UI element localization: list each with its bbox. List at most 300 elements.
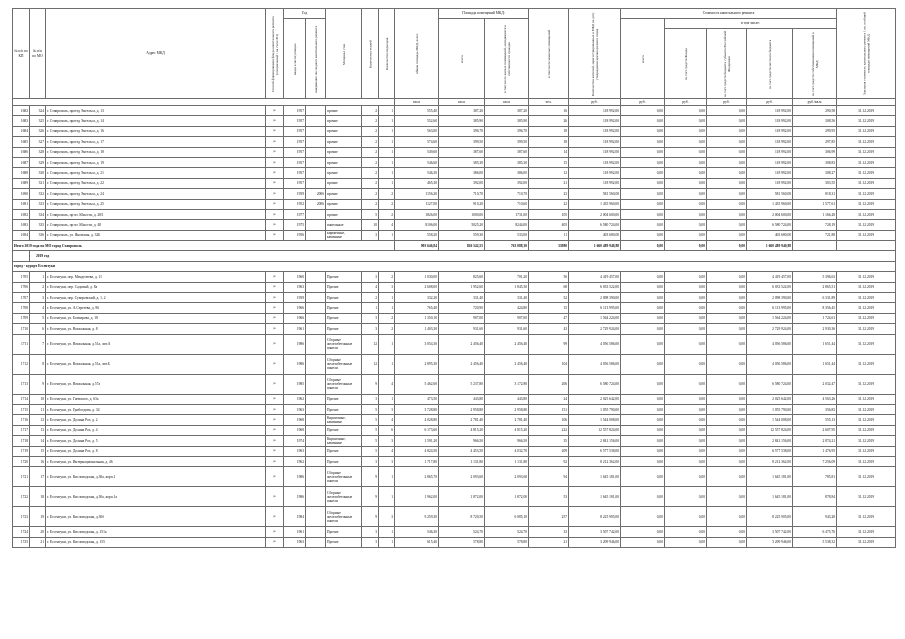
table-cell: 3 <box>379 456 395 466</box>
table-cell: 8 225 905,00 <box>569 507 621 527</box>
table-cell: 31.12.2019 <box>837 126 896 136</box>
table-cell: 1709 <box>13 313 30 323</box>
table-cell: Сборные железобетонные панели <box>326 507 362 527</box>
table-row <box>13 374 896 394</box>
table-cell: 16 <box>30 456 46 466</box>
table-cell: 8 <box>30 354 46 374</box>
table-cell: 1984 <box>284 507 306 527</box>
table-cell: прочие <box>326 199 362 209</box>
table-cell: 907,00 <box>439 313 485 323</box>
table-cell: 0,00 <box>665 293 707 303</box>
table-cell: 701,20 <box>485 272 529 282</box>
unit-cell: руб. <box>665 99 707 106</box>
table-cell: 396,70 <box>439 126 485 136</box>
table-cell: 53 <box>529 487 569 507</box>
table-cell: 14 <box>529 147 569 157</box>
table-row <box>13 436 896 446</box>
table-cell: 0,00 <box>621 126 665 136</box>
table-cell: 21 <box>30 537 46 547</box>
table-cell: 118 992,00 <box>747 168 793 178</box>
table-cell: 2 <box>362 178 379 188</box>
table-cell: 4 <box>379 374 395 394</box>
table-cell: 2 <box>362 293 379 303</box>
table-cell: 0,00 <box>707 230 747 240</box>
table-cell: Прочие <box>326 394 362 404</box>
table-cell: 43 <box>529 324 569 334</box>
table-cell: 0,00 <box>621 303 665 313</box>
table-cell: 3 <box>362 272 379 282</box>
table-cell: г. Ессентуки, пер. Суворовский, д. 1, 2 <box>46 293 266 303</box>
table-cell: Кирпичные, каменные <box>326 436 362 446</box>
table-row <box>13 189 896 199</box>
table-cell: 31.12.2019 <box>837 436 896 446</box>
table-cell: 0,00 <box>707 106 747 116</box>
table-cell: 308,83 <box>793 157 837 167</box>
table-cell: 0,00 <box>621 425 665 435</box>
table-cell: рo <box>266 157 284 167</box>
table-cell: 6 580 724,00 <box>569 220 621 230</box>
table-cell: 1963 <box>284 537 306 547</box>
table-cell: 331,40 <box>485 293 529 303</box>
table-cell: 5 <box>362 404 379 414</box>
table-cell: 4 056 586,00 <box>569 354 621 374</box>
table-cell: 555,13 <box>793 415 837 425</box>
table-cell: 0,00 <box>621 106 665 116</box>
table-cell: 1826,00 <box>395 209 439 219</box>
table-cell: 1721 <box>13 467 30 487</box>
table-cell: 0,00 <box>707 157 747 167</box>
table-cell: 31.12.2019 <box>837 230 896 240</box>
table-cell: 6 085,10 <box>485 507 529 527</box>
table-cell: 1 166,28 <box>793 209 837 219</box>
header-floors: Количество этажей <box>362 9 379 99</box>
table-cell: рo <box>266 189 284 199</box>
header-fund-method: Способ формирования фонда капитального ремонта (специальный / на счете РО) <box>266 9 284 99</box>
table-cell: 392,00 <box>439 178 485 188</box>
table-cell: 0,00 <box>707 272 747 282</box>
table-cell <box>306 537 326 547</box>
table-cell: 31.12.2019 <box>837 537 896 547</box>
table-cell: 1719 <box>13 446 30 456</box>
table-cell: 385,30 <box>485 157 529 167</box>
table-cell: 1957 <box>284 147 306 157</box>
table-cell: г. Ставрополь, проезд Энгельса, д. 13 <box>46 106 266 116</box>
table-cell: Прочие <box>326 293 362 303</box>
table-cell: 5 <box>30 313 46 323</box>
table-cell: 16 <box>529 106 569 116</box>
table-cell: 0,00 <box>707 507 747 527</box>
table-cell: 1 645 181,00 <box>569 467 621 487</box>
table-cell: 403 680,00 <box>747 230 793 240</box>
table-cell: 443,80 <box>439 394 485 404</box>
table-cell: 0,00 <box>665 272 707 282</box>
table-cell: 1 <box>379 116 395 126</box>
table-cell: 443,80 <box>485 394 529 404</box>
table-cell: Прочие <box>326 446 362 456</box>
table-cell: 0,00 <box>621 374 665 394</box>
table-cell: 1710 <box>13 324 30 334</box>
table-cell: г. Ставрополь, проезд Энгельса, д. 22 <box>46 178 266 188</box>
header-residents: Количество жителей, зарегистрированных в МКД на дату утверждения краткосрочного плана <box>569 9 621 99</box>
table-cell: 0,00 <box>621 487 665 507</box>
capital-repair-table <box>12 8 896 548</box>
table-cell: 1957 <box>284 178 306 188</box>
table-cell: 31.12.2019 <box>837 487 896 507</box>
table-cell: 118 992,00 <box>747 147 793 157</box>
table-cell: 2 781,40 <box>439 415 485 425</box>
table-cell: рo <box>266 507 284 527</box>
table-cell <box>306 334 326 354</box>
table-cell: 1 <box>379 537 395 547</box>
table-cell: 2 <box>362 147 379 157</box>
table-cell: Прочие <box>326 303 362 313</box>
table-cell: 1 645 181,00 <box>569 487 621 507</box>
table-cell: 5 <box>362 436 379 446</box>
total-cell: 0,00 <box>621 241 665 251</box>
table-cell: 0,00 <box>707 303 747 313</box>
table-cell: 581 560,00 <box>569 189 621 199</box>
table-cell: рo <box>266 487 284 507</box>
table-cell: 2 <box>362 106 379 116</box>
table-row <box>13 313 896 323</box>
table-cell: 21 <box>529 178 569 188</box>
table-row <box>13 137 896 147</box>
table-cell: рo <box>266 220 284 230</box>
table-cell: рo <box>266 126 284 136</box>
table-cell: 4 056 586,00 <box>569 334 621 354</box>
table-cell: 15 <box>529 157 569 167</box>
table-cell: 5 237,80 <box>439 374 485 394</box>
table-row <box>13 507 896 527</box>
table-cell: 325 <box>30 116 46 126</box>
table-cell: 3 <box>379 282 395 292</box>
table-cell: Прочие <box>326 272 362 282</box>
table-cell: рo <box>266 537 284 547</box>
table-cell: 1986 <box>284 334 306 354</box>
table-cell: 1714 <box>13 394 30 404</box>
table-cell: г. Ессентуки, ул. Вокзальная, д.51а, лит.А <box>46 334 266 354</box>
table-cell: 3 <box>362 324 379 334</box>
total-label: Итого 2019 года по МО город Ставрополь <box>13 241 395 251</box>
table-cell: 324 <box>30 106 46 116</box>
table-cell: 0,00 <box>665 436 707 446</box>
table-cell: 12 <box>529 168 569 178</box>
table-cell: 2006 <box>306 189 326 199</box>
table-cell: 290,58 <box>793 106 837 116</box>
table-cell: 0,00 <box>665 446 707 456</box>
table-cell: г. Ставрополь, проезд Энгельса, д. 19 <box>46 157 266 167</box>
table-cell: 1957 <box>284 168 306 178</box>
table-cell: 1 <box>379 157 395 167</box>
year-row <box>13 251 896 261</box>
table-cell: 1691 <box>13 199 30 209</box>
table-cell: 2 098 390,00 <box>747 293 793 303</box>
table-cell: 0,00 <box>707 415 747 425</box>
table-cell: г. Ставрополь, проезд Энгельса, д. 14 <box>46 116 266 126</box>
table-cell <box>306 293 326 303</box>
table-cell: 1716 <box>13 415 30 425</box>
table-cell: 104 <box>529 354 569 374</box>
table-cell: 0,00 <box>707 282 747 292</box>
table-cell: 1 952,60 <box>439 282 485 292</box>
table-cell: 1961 <box>284 324 306 334</box>
table-cell: 1706 <box>13 282 30 292</box>
table-cell: рo <box>266 272 284 282</box>
table-cell: 2 <box>379 313 395 323</box>
table-cell: 330 <box>30 168 46 178</box>
table-row <box>13 446 896 456</box>
table-cell: 31.12.2019 <box>837 507 896 527</box>
table-cell: 0,00 <box>621 354 665 374</box>
table-cell: 399,50 <box>439 137 485 147</box>
table-cell: 1 <box>379 394 395 404</box>
table-cell: 1957 <box>284 116 306 126</box>
table-cell: 387,20 <box>485 106 529 116</box>
table-cell: 0,00 <box>707 220 747 230</box>
table-cell: 765,40 <box>395 303 439 313</box>
table-cell: рo <box>266 354 284 374</box>
table-cell <box>306 446 326 456</box>
table-cell: г. Ставрополь, проезд Энгельса, д. 21 <box>46 168 266 178</box>
table-cell: 31.12.2019 <box>837 324 896 334</box>
table-cell: 0,00 <box>621 230 665 240</box>
table-cell: 3 <box>362 313 379 323</box>
table-row <box>13 157 896 167</box>
table-cell: 2 456,40 <box>485 334 529 354</box>
table-cell <box>306 157 326 167</box>
table-cell: рo <box>266 394 284 404</box>
table-cell: 2 <box>379 199 395 209</box>
table-cell: 1 717,80 <box>395 456 439 466</box>
table-cell: 0,00 <box>707 537 747 547</box>
table-cell: 878,84 <box>793 487 837 507</box>
table-cell: 118 992,00 <box>747 178 793 188</box>
table-cell: 1683 <box>13 116 30 126</box>
table-row <box>13 394 896 404</box>
table-cell: 118 992,00 <box>569 168 621 178</box>
table-cell: 1963 <box>284 404 306 414</box>
table-cell: 1715 <box>13 404 30 414</box>
table-cell: Прочие <box>326 404 362 414</box>
table-cell: 0,00 <box>707 116 747 126</box>
header-year-last-repair: завершение последнего капитального ремонта <box>306 19 326 99</box>
table-cell: 710,70 <box>439 189 485 199</box>
table-cell: 31.12.2019 <box>837 415 896 425</box>
table-cell: 1957 <box>284 157 306 167</box>
table-cell: 1 <box>379 487 395 507</box>
table-cell: 2 <box>379 189 395 199</box>
table-cell: 2006 <box>306 199 326 209</box>
table-cell: 14 <box>30 436 46 446</box>
table-cell: 1 544 008,00 <box>569 415 621 425</box>
table-cell: 2 <box>362 168 379 178</box>
table-cell: 1 <box>379 137 395 147</box>
table-row <box>13 209 896 219</box>
table-cell: 1724 <box>13 527 30 537</box>
table-cell: 1713 <box>13 374 30 394</box>
header-num-kr: № п/п по КП <box>13 9 30 99</box>
table-cell: 0,00 <box>665 282 707 292</box>
table-cell: 21 <box>529 537 569 547</box>
table-cell: 5 <box>362 446 379 456</box>
table-cell: 0,00 <box>621 157 665 167</box>
table-cell: 31.12.2019 <box>837 354 896 374</box>
header-cost-group: Стоимость капитального ремонта <box>621 9 837 19</box>
table-cell: 0,00 <box>665 527 707 537</box>
table-cell: 8 356,45 <box>793 303 837 313</box>
table-cell: рo <box>266 415 284 425</box>
table-cell: 1 724,61 <box>793 313 837 323</box>
table-cell: 118 992,00 <box>569 106 621 116</box>
table-cell: 2 781,40 <box>485 415 529 425</box>
table-cell <box>306 456 326 466</box>
table-cell: прочие <box>326 116 362 126</box>
table-cell: 1 564 224,00 <box>747 313 793 323</box>
table-cell: 6 580 724,00 <box>569 374 621 394</box>
table-cell: 0,00 <box>665 374 707 394</box>
table-cell: г. Ессентуки, ул. Грибоедова, д. 34 <box>46 404 266 414</box>
table-cell: 1 <box>379 354 395 374</box>
table-cell: 3 <box>379 436 395 446</box>
table-cell: 2 841 156,00 <box>747 436 793 446</box>
table-cell: рo <box>266 282 284 292</box>
unit-cell: руб. <box>707 99 747 106</box>
header-wall-material: Материал стен <box>326 9 362 99</box>
table-cell: 0,00 <box>665 507 707 527</box>
header-num-mo: № п/п по МО <box>30 9 46 99</box>
header-year-commission: ввода в эксплуатацию <box>284 19 306 99</box>
table-cell: 1961 <box>284 527 306 537</box>
table-cell: 9 <box>362 374 379 394</box>
table-cell: Прочие <box>326 313 362 323</box>
table-cell: 17 <box>30 467 46 487</box>
table-cell: 0,00 <box>707 487 747 507</box>
table-cell: прочие <box>326 147 362 157</box>
table-cell: 22 <box>529 199 569 209</box>
table-cell: 0,00 <box>665 303 707 313</box>
unit-cell: кв.м <box>395 99 439 106</box>
table-row <box>13 178 896 188</box>
table-cell: 3 728,80 <box>395 404 439 414</box>
table-cell: 1959 <box>284 189 306 199</box>
table-cell: 222 <box>529 425 569 435</box>
table-cell: 1962 <box>284 394 306 404</box>
table-cell: прочие <box>326 168 362 178</box>
table-cell: 0,00 <box>707 137 747 147</box>
table-cell: 0,00 <box>665 189 707 199</box>
table-cell: 306,99 <box>793 147 837 157</box>
table-cell: 31.12.2019 <box>837 374 896 394</box>
table-cell: рo <box>266 168 284 178</box>
table-cell: г. Ессентуки, ул. Долина Роз, д. 5 <box>46 436 266 446</box>
table-cell: 910,20 <box>439 199 485 209</box>
table-cell: 47 <box>529 313 569 323</box>
table-cell: 118 992,00 <box>747 116 793 126</box>
table-cell: 0,00 <box>665 334 707 354</box>
table-cell: 31.12.2019 <box>837 446 896 456</box>
table-row <box>13 106 896 116</box>
table-cell: 31.12.2019 <box>837 189 896 199</box>
table-cell: 0,00 <box>665 157 707 167</box>
table-cell: г. Ставрополь, проезд Энгельса, д. 17 <box>46 137 266 147</box>
table-cell: 118 992,00 <box>569 116 621 126</box>
table-cell: 0,00 <box>621 334 665 354</box>
table-cell: 0,00 <box>621 282 665 292</box>
table-cell: 11 <box>529 230 569 240</box>
table-cell: 0,00 <box>621 178 665 188</box>
table-cell: 8106,00 <box>395 220 439 230</box>
table-cell: 1 577,61 <box>793 199 837 209</box>
table-cell: г. Ессентуки, ул. А.Сергеева, д. 96 <box>46 303 266 313</box>
table-cell: 818,31 <box>793 189 837 199</box>
header-year: Год <box>284 9 326 19</box>
table-cell: 546,60 <box>395 157 439 167</box>
table-cell: 2 032,47 <box>793 374 837 394</box>
table-cell: 118 992,00 <box>747 157 793 167</box>
table-row <box>13 293 896 303</box>
table-cell: 1985 <box>284 374 306 394</box>
table-cell: 31.12.2019 <box>837 404 896 414</box>
table-cell: 0,00 <box>621 415 665 425</box>
table-cell: прочие <box>326 126 362 136</box>
table-cell: 0,00 <box>621 507 665 527</box>
table-cell: 0,00 <box>707 209 747 219</box>
table-cell: 2 865,70 <box>395 467 439 487</box>
table-cell: 4 815,20 <box>439 425 485 435</box>
table-cell: 18 <box>529 126 569 136</box>
table-cell: 1 872,00 <box>485 487 529 507</box>
table-cell: 9 259,30 <box>395 507 439 527</box>
table-cell: 3 209 946,00 <box>747 537 793 547</box>
table-cell: 0,00 <box>665 209 707 219</box>
table-cell: 15 <box>30 446 46 456</box>
table-row <box>13 354 896 374</box>
table-cell: 0,00 <box>707 147 747 157</box>
table-cell: 5 <box>362 425 379 435</box>
summary-block <box>13 241 896 272</box>
table-cell: 0,00 <box>665 126 707 136</box>
table-cell: г. Ессентуки, ул. Гаевского, д. 63а <box>46 394 266 404</box>
table-cell: 2 <box>362 157 379 167</box>
table-cell: 24 <box>529 394 569 404</box>
table-cell <box>306 527 326 537</box>
table-cell: 2 456,40 <box>485 354 529 374</box>
table-cell: 3 <box>362 394 379 404</box>
table-cell: 1977 <box>284 209 306 219</box>
table-cell <box>306 209 326 219</box>
table-cell: 473,50 <box>395 394 439 404</box>
table-cell: г. Ессентуки, ул. Вокзальная, д.57а <box>46 374 266 394</box>
table-cell: 4 419 457,00 <box>747 272 793 282</box>
rows-stavropol <box>13 106 896 241</box>
table-cell: 0,00 <box>665 537 707 547</box>
table-cell: 0,00 <box>707 354 747 374</box>
table-cell: 1000,00 <box>439 209 485 219</box>
table-cell: 387,60 <box>439 147 485 157</box>
table-cell: 0,00 <box>707 446 747 456</box>
table-cell: 392,00 <box>485 178 529 188</box>
table-cell: 4 <box>30 303 46 313</box>
table-cell: 1 591,20 <box>395 436 439 446</box>
table-cell: 2 958,80 <box>439 404 485 414</box>
table-cell: 8 212 362,00 <box>569 456 621 466</box>
table-cell: 1959 <box>284 293 306 303</box>
table-cell <box>306 168 326 178</box>
table-cell: 0,00 <box>665 313 707 323</box>
table-cell: 2 456,40 <box>439 334 485 354</box>
table-cell: 524,70 <box>439 527 485 537</box>
table-cell: 1 544 008,00 <box>747 415 793 425</box>
